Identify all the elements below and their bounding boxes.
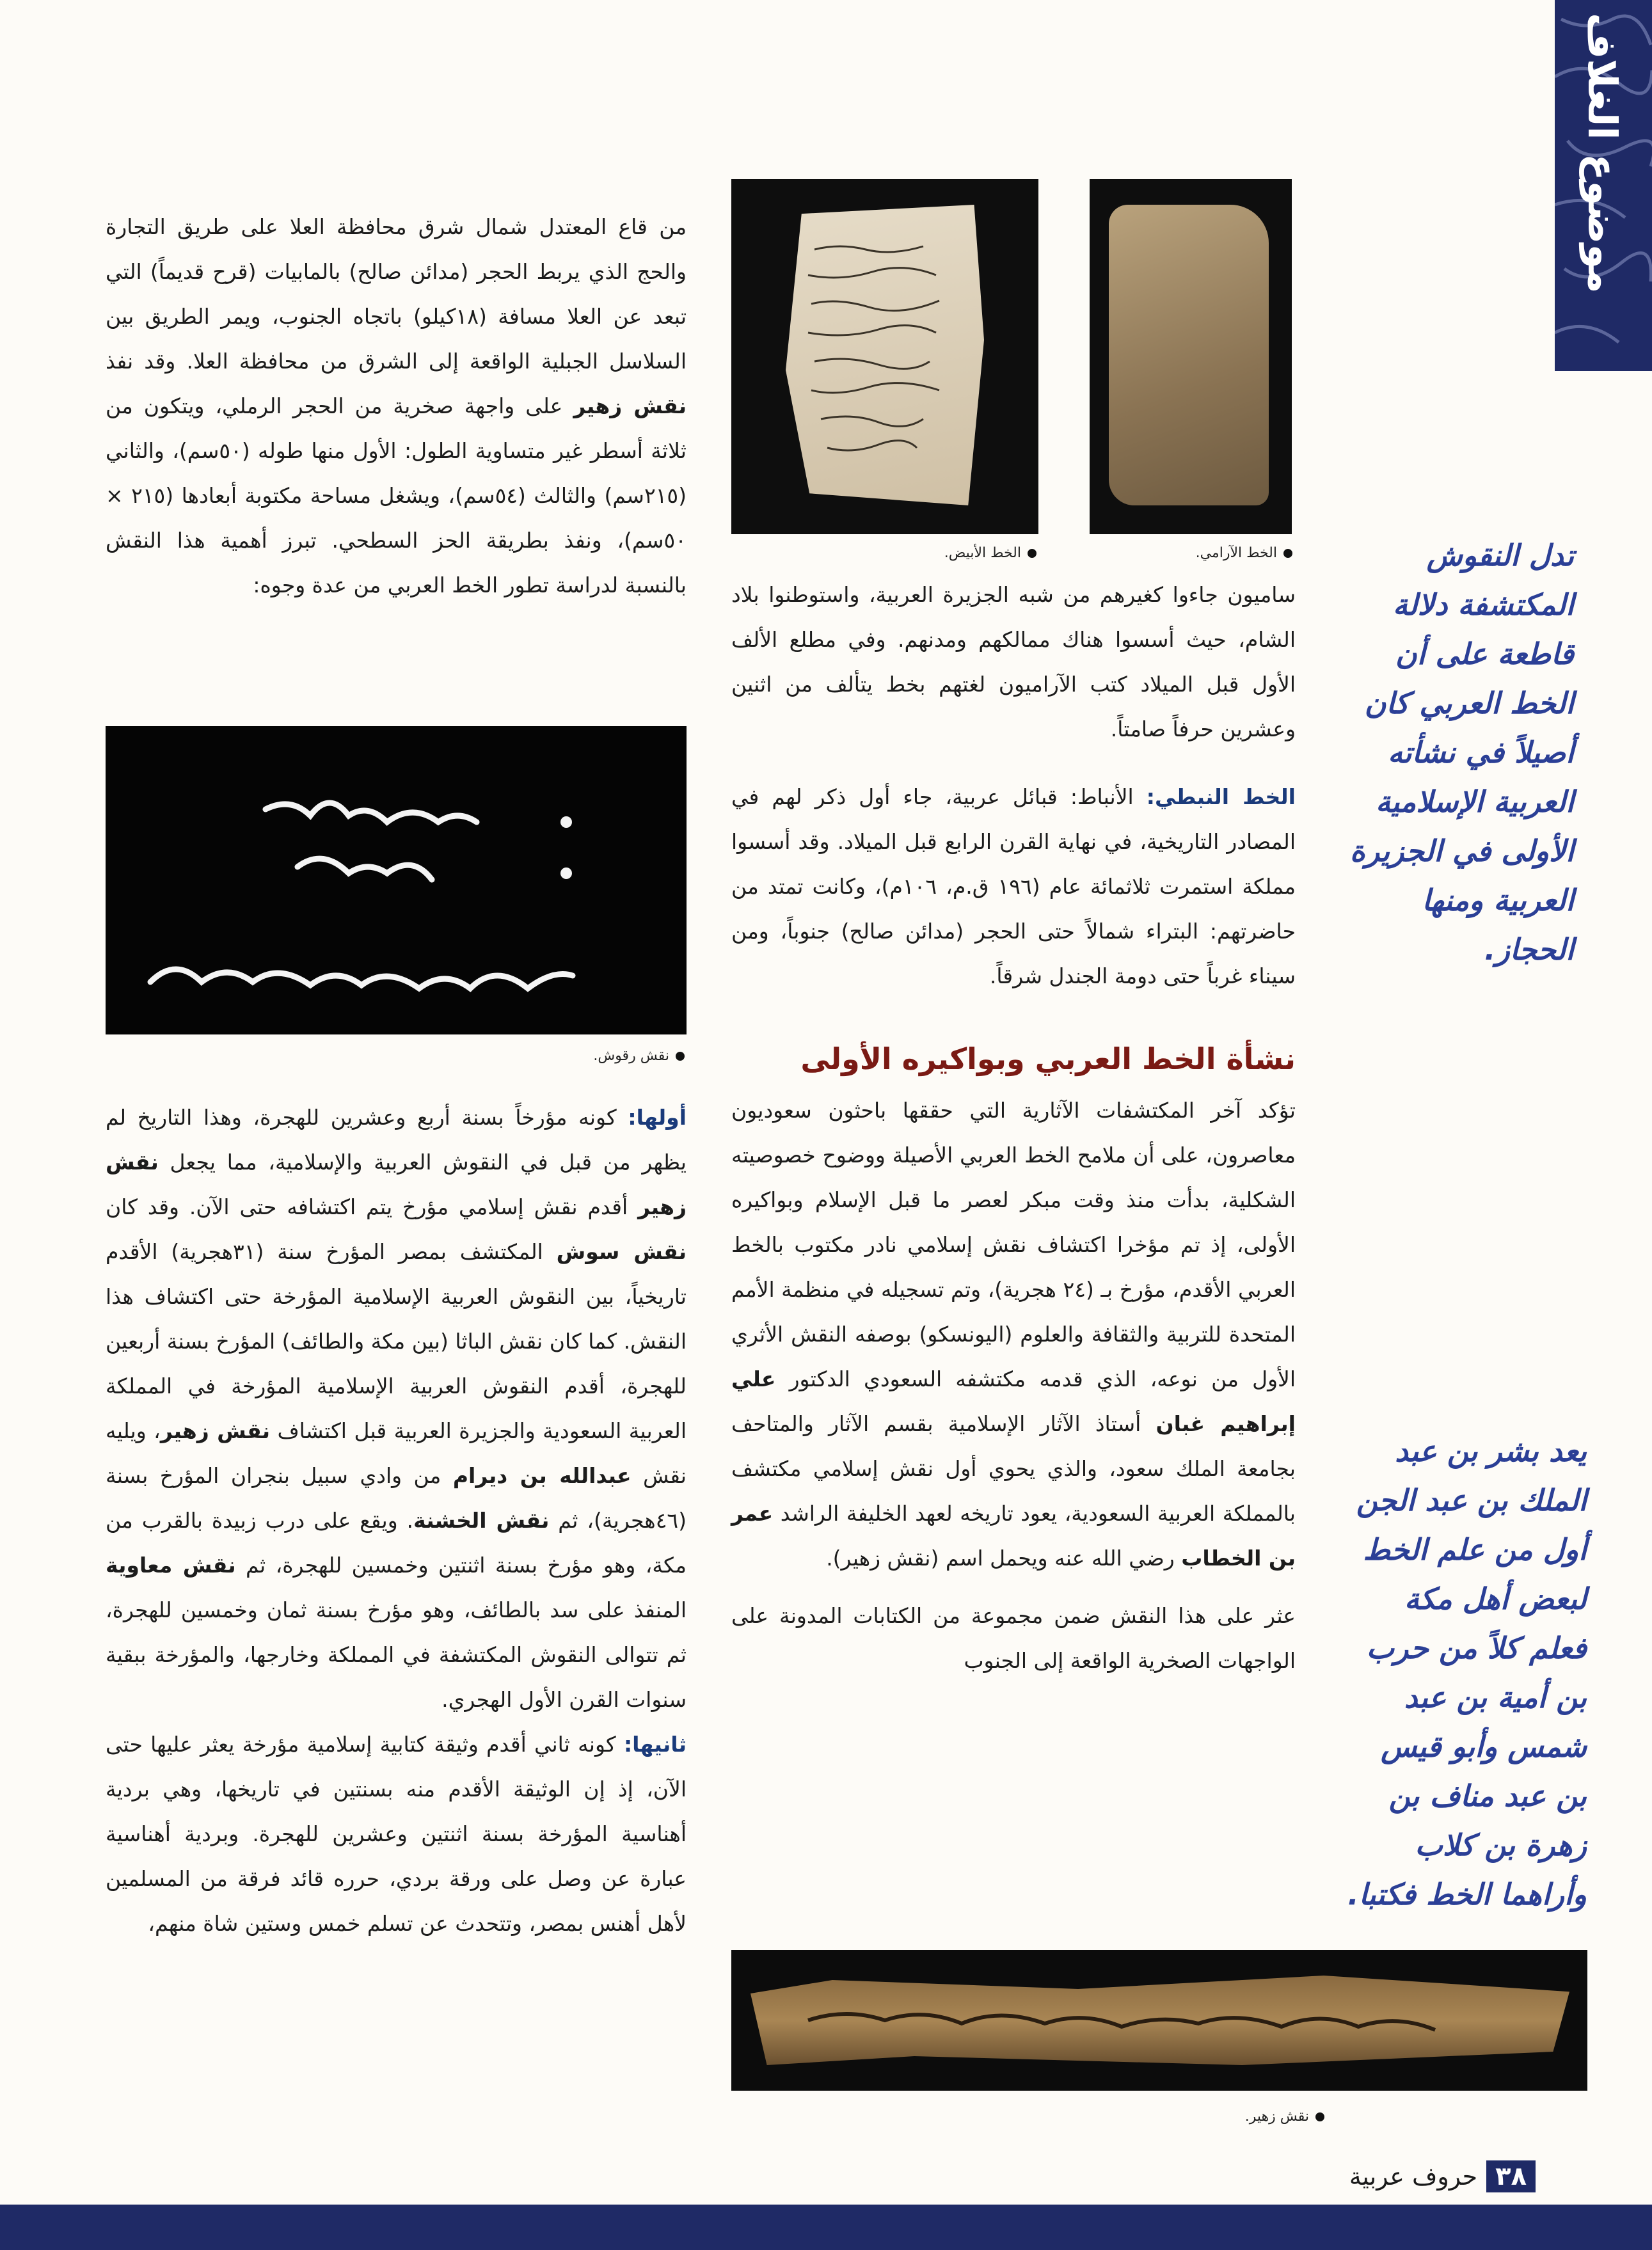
zuhair-caption: نقش زهير.	[1244, 2109, 1309, 2125]
first-text-i: من وادي سبيل بنجران المؤرخ بسنة (٤٦هجرية)، ثم	[106, 1463, 687, 1533]
origin-text-a: تؤكد آخر المكتشفات الآثارية التي حققها باحثون سعوديون معاصرون، على أن ملامح الخط العربي الأصيلة ووضوح خصوصيته الشكلية، بدأت منذ وقت مبكر لعصر ما قبل الإسلام وبواكيره الأولى، إذ تم مؤخرا اكتشاف نقش إسلامي نادر مكتوب بالخط العربي الأقدم، مؤرخ بـ (٢٤ هجرية)، وتم تسجيله في منظمة الأمم المتحدة للتربية والثقافة والعلوم (اليونسكو) بوصفه النقش الأثري الأول من نوعه، الذي قدمه مكتشفه السعودي الدكتور	[731, 1098, 1296, 1391]
bullet-icon	[1028, 549, 1036, 558]
location-text-a: من قاع المعتدل شمال شرق محافظة العلا على طريق التجارة والحج الذي يربط الحجر (مدائن صالح) بالمابيات (قرح قديماً) التي تبعد عن العلا مسافة (١٨كيلو) باتجاه الجنوب، ويمر الطريق بين السلاسل الجبلية الواقعة إلى الشرق من محافظة العلا. وقد نفذ	[106, 214, 687, 374]
footer-brand	[1344, 2157, 1536, 2196]
white-caption: الخط الأبيض.	[944, 545, 1021, 561]
first-text-k: . ويقع على درب زبيدة بالقرب من مكة، وهو مؤرخ بسنة اثنتين وخمسين للهجرة، ثم	[106, 1508, 687, 1578]
location-text-c: على واجهة صخرية من الحجر الرملي، ويتكون من ثلاثة أسطر غير متساوية الطول: الأول منها طوله (٥٠سم)، والثاني (٢١٥سم) والثالث (٥٤سم)، ويشغل مساحة مكتوبة أبعادها (٢١٥ × ٥٠سم)، ونفذ بطريقة الحز السطحي. تبرز أهمية هذا النقش بالنسبة لدراسة تطور الخط العربي من عدة وجوه:	[106, 393, 687, 598]
caliph-name: عمر بن الخطاب	[731, 1501, 1296, 1571]
second-text: كونه ثاني أقدم وثيقة كتابية إسلامية مؤرخة يعثر عليها حتى الآن، إذ إن الوثيقة الأقدم منه بسنتين في تاريخها، وهي بردية أهناسية المؤرخة بسنة اثنتين وعشرين للهجرة. وبردية أهناسية عبارة عن وصل على ورقة بردي، حرره قائد فرقة من المسلمين لأهل أهنس بمصر، وتتحدث عن تسلم خمس وستين شاة منهم،	[106, 1732, 687, 1936]
page-number: ٣٨	[1486, 2160, 1536, 2192]
discovery-paragraph: عثر على هذا النقش ضمن مجموعة من الكتابات المدونة على الواجهات الصخرية الواقعة إلى الجنوب	[731, 1603, 1296, 1673]
first-bold-f: نقش زهير	[160, 1418, 270, 1443]
aramaic-paragraph: ساميون جاءوا كغيرهم من شبه الجزيرة العربية، واستوطنوا بلاد الشام، حيث أسسوا هناك ممالكهم ومدنهم. وفي مطلع الألف الأول قبل الميلاد كتب الآراميون لغتهم بخط يتألف من اثنين وعشرين حرفاً صامتاً.	[731, 582, 1296, 741]
raqush-inscription-photo	[106, 726, 687, 1034]
nabataean-label: الخط النبطي:	[1146, 784, 1296, 809]
corner-tab	[1555, 0, 1652, 371]
pullquote-top: تدل النقوش المكتشفة دلالة قاطعة على أن الخط العربي كان أصيلاً في نشأته العربية الإسلامية الأولى في الجزيرة العربية ومنها الحجاز.	[1349, 538, 1574, 967]
zuhair-caption-row	[1196, 2109, 1324, 2125]
pullquote-bottom: يعد بشر بن عبد الملك بن عبد الجن أول من علم الخط لبعض أهل مكة فعلم كلاً من حرب بن أمية بن عبد شمس وأبو قيس بن عبد مناف بن زهرة بن كلاب وأراهما الخط فكتبا.	[1347, 1434, 1587, 1912]
first-bold-h: عبدالله بن ديرام	[452, 1463, 631, 1488]
first-bold-b: نقش زهير	[106, 1150, 687, 1219]
aramaic-caption: الخط الآرامي.	[1195, 545, 1277, 561]
raqush-caption: نقش رقوش.	[593, 1048, 669, 1064]
nabataean-paragraph	[731, 775, 1296, 999]
aramaic-script-photo	[1090, 179, 1292, 534]
second-label: ثانيها:	[623, 1732, 687, 1757]
white-script-photo	[731, 179, 1038, 534]
first-bold-d: نقش سوش	[556, 1239, 687, 1264]
aramaic-caption-row	[1094, 545, 1292, 561]
first-text-c: أقدم نقش إسلامي مؤرخ يتم اكتشافه حتى الآن. وقد كان	[106, 1194, 639, 1219]
corner-tab-label: موضوع الغلاف	[1579, 13, 1626, 294]
footer-bar	[0, 2205, 1652, 2250]
section-heading: نشأة الخط العربي وبواكيره الأولى	[800, 1042, 1296, 1076]
first-bold-j: نقش الخشنة	[413, 1508, 550, 1533]
magazine-name: حروف عربية	[1349, 2162, 1478, 2191]
raqush-caption-row	[550, 1048, 685, 1064]
first-text-g: ، ويليه نقش	[106, 1418, 687, 1488]
origin-text-c: رضي الله عنه ويحمل اسم (نقش زهير).	[826, 1546, 1182, 1571]
inscription-lines-icon	[731, 179, 1038, 534]
discoverer-name: علي إبراهيم غبان	[731, 1367, 1296, 1436]
bullet-icon	[676, 1052, 685, 1061]
right-column	[731, 573, 1296, 1683]
first-reason-paragraph	[106, 1095, 687, 1722]
origin-text-b: أستاذ الآثار الإسلامية بقسم الآثار والمتاحف بجامعة الملك سعود، والذي يحوي أول نقش إسلامي مكتشف بالمملكة العربية السعودية، يعود تاريخه لعهد الخليفة الراشد	[731, 1411, 1296, 1526]
left-column-bottom	[106, 1095, 687, 1946]
zuhair-inscription-photo	[731, 1950, 1587, 2091]
second-reason-paragraph	[106, 1722, 687, 1946]
raqush-strokes-icon	[106, 726, 687, 1034]
nabataean-text: الأنباط: قبائل عربية، جاء أول ذكر لهم في المصادر التاريخية، في نهاية القرن الرابع قبل الميلاد. وقد أسسوا مملكة استمرت ثلاثمائة عام (١٩٦ ق.م، ١٠٦م)، وكانت تمتد من حاضرتهم: البتراء شمالاً حتى الحجر (مدائن صالح) جنوباً، ومن سيناء غرباً حتى دومة الجندل شرقاً.	[731, 784, 1296, 988]
location-paragraph	[106, 205, 687, 608]
zuhair-strokes-icon	[731, 1950, 1587, 2091]
first-text-m: المنفذ على سد بالطائف، وهو مؤرخ بسنة ثمان وخمسين للهجرة، ثم تتوالى النقوش المكتشفة في المملكة وخارجها، والمؤرخة ببقية سنوات القرن الأول الهجري.	[106, 1597, 687, 1712]
bullet-icon	[1283, 549, 1292, 558]
first-text-e: المكتشف بمصر المؤرخ سنة (٣١هجرية) الأقدم تاريخياً، بين النقوش العربية الإسلامية المؤرخة حتى اكتشاف هذا النقش. كما كان نقش الباثا (بين مكة والطائف) المؤرخ بسنة أربعين للهجرة، أقدم النقوش العربية الإسلامية المؤرخة في المملكة العربية السعودية والجزيرة العربية قبل اكتشاف	[106, 1239, 687, 1443]
left-column-top	[106, 205, 687, 608]
white-caption-row	[832, 545, 1036, 561]
first-bold-l: نقش معاوية	[106, 1553, 236, 1578]
first-text-a: كونه مؤرخاً بسنة أربع وعشرين للهجرة، وهذا التاريخ لم يظهر من قبل في النقوش العربية والإسلامية، مما يجعل	[106, 1105, 687, 1175]
bullet-icon	[1315, 2112, 1324, 2121]
zuhair-bold: نقش زهير	[573, 393, 687, 418]
first-label: أولها:	[628, 1105, 687, 1130]
origin-paragraph	[731, 1088, 1296, 1581]
